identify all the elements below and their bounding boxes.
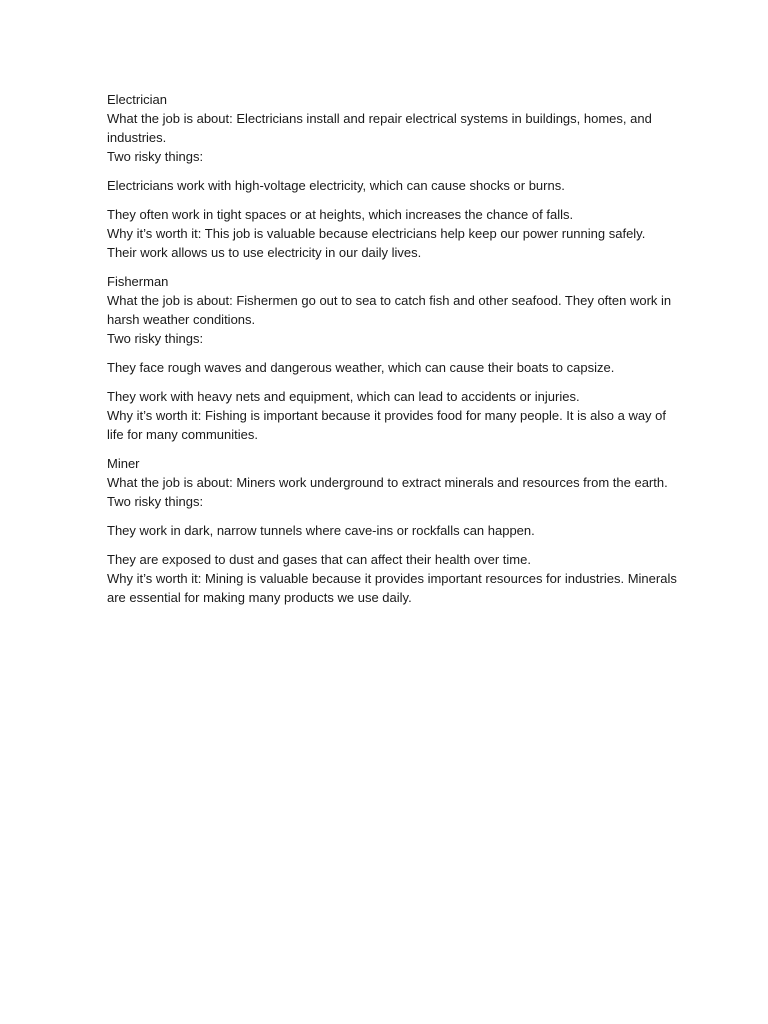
job-description: What the job is about: Miners work underground to extract minerals and resources from the earth. <box>107 475 668 490</box>
risky-heading: Two risky things: <box>107 494 204 509</box>
job-description: What the job is about: Electricians install and repair electrical systems in buildings, homes, and industries. <box>107 111 652 145</box>
risk-item-1: Electricians work with high-voltage electricity, which can cause shocks or burns. <box>107 178 565 193</box>
section-miner <box>107 454 677 607</box>
worth-it-text: Why it’s worth it: This job is valuable because electricians help keep our power running safely. Their work allows us to use electricity in our daily lives. <box>107 226 646 260</box>
document-page <box>107 90 677 617</box>
risk-item-1: They face rough waves and dangerous weather, which can cause their boats to capsize. <box>107 360 615 375</box>
section-title: Electrician <box>107 92 167 107</box>
risk-item-2: They are exposed to dust and gases that can affect their health over time. <box>107 552 531 567</box>
worth-it-text: Why it’s worth it: Mining is valuable because it provides important resources for industries. Minerals are essential for making many products we use daily. <box>107 571 677 605</box>
section-fisherman <box>107 272 677 444</box>
worth-it-text: Why it’s worth it: Fishing is important because it provides food for many people. It is also a way of life for many communities. <box>107 408 667 442</box>
section-title: Fisherman <box>107 274 169 289</box>
job-description: What the job is about: Fishermen go out to sea to catch fish and other seafood. They often work in harsh weather conditions. <box>107 293 672 327</box>
risk-item-2: They work with heavy nets and equipment, which can lead to accidents or injuries. <box>107 389 580 404</box>
risk-item-1: They work in dark, narrow tunnels where cave-ins or rockfalls can happen. <box>107 523 535 538</box>
risky-heading: Two risky things: <box>107 331 204 346</box>
section-electrician <box>107 90 677 262</box>
risk-item-2: They often work in tight spaces or at heights, which increases the chance of falls. <box>107 207 574 222</box>
risky-heading: Two risky things: <box>107 149 204 164</box>
section-title: Miner <box>107 456 140 471</box>
